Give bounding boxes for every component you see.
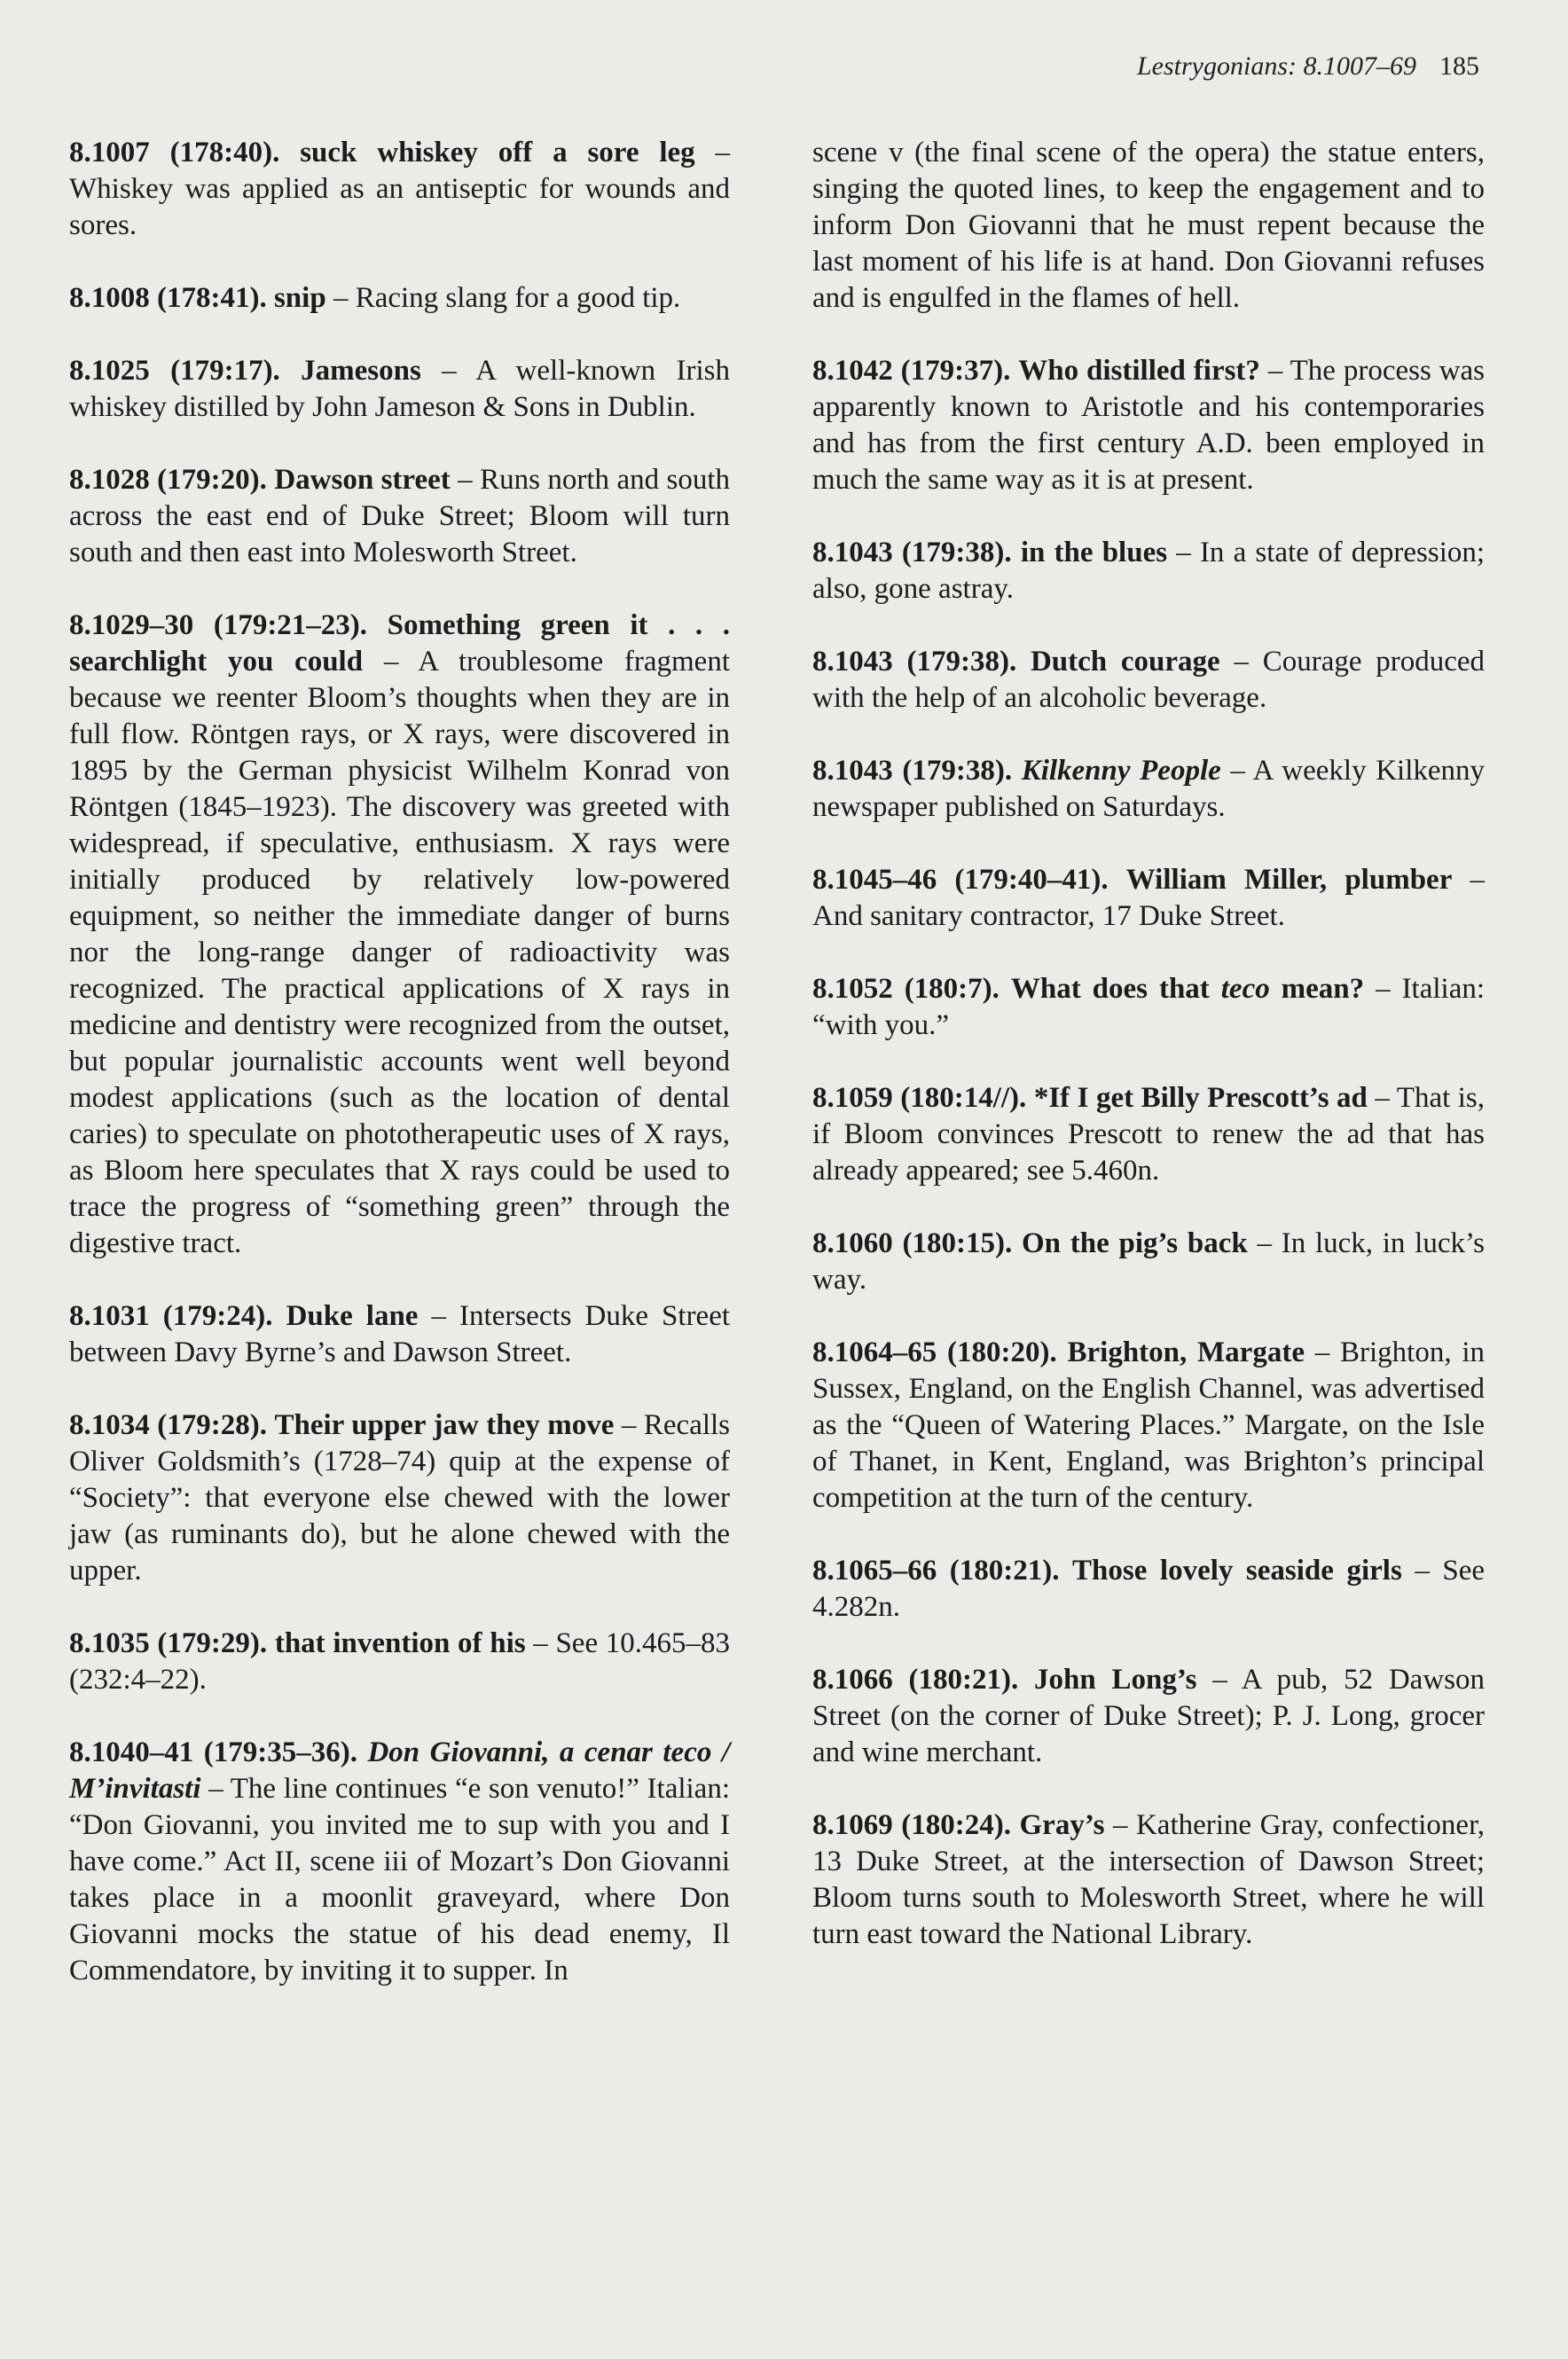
running-head [1137, 51, 1479, 82]
entry-body: Recalls Oliver Goldsmith’s (1728–74) quip at the expense of “Society”: that everyone else chewed with the lower jaw (as ruminants do), but he alone chewed with the upper. [69, 1409, 731, 1587]
entry-body: See 4.282n. [812, 1555, 1486, 1623]
entry-reference: 8.1007 (178:40). [69, 137, 280, 168]
entry-headword: Jamesons [301, 355, 421, 387]
entry-reference: 8.1059 (180:14//). [812, 1082, 1027, 1114]
entry-body: A troublesome fragment because we reenter Bloom’s thoughts when they are in full flow. Röntgen rays, or X rays, were discovered in 1895 by the German physicist Wilhelm Konrad von Röntgen (1845–1923). The discovery was greeted with widespread, if speculative, enthusiasm. X rays were initially produced by relatively low-powered equipment, so neither the immediate danger of burns nor the long-range danger of radioactivity was recognized. The practical applications of X rays in medicine and dentistry were recognized from the outset, but popular journalistic accounts went well beyond modest applications (such as the location of dental caries) to speculate on phototherapeutic uses of X rays, as Bloom here speculates that X rays could be used to trace the progress of “something green” through the digestive tract. [69, 646, 730, 1259]
entry-headword: William Miller, plumber [1125, 864, 1453, 896]
entry-body: See 10.465–83 (232:4–22). [69, 1627, 731, 1696]
entry-headword-italic: teco [1220, 973, 1270, 1005]
entry-body: A weekly Kilkenny newspaper published on Saturdays. [812, 755, 1486, 823]
entry-reference: 8.1008 (178:41). [69, 282, 267, 314]
annotation-entry: 8.1029–30 (179:21–23). Something green it . . . searchlight you could – A troublesome fragment because we reenter Bloom’s thoughts when they are in full flow. Röntgen rays, or X rays, were discovered in 1895 by the German physicist Wilhelm Konrad von Röntgen (1845–1923). The discovery was greeted with widespread, if speculative, enthusiasm. X rays were initially produced by relatively low-powered equipment, so neither the immediate danger of burns nor the long-range danger of radioactivity was recognized. The practical applications of X rays in medicine and dentistry were recognized from the outset, but popular journalistic accounts went well beyond modest applications (such as the location of dental caries) to speculate on phototherapeutic uses of X rays, as Bloom here speculates that X rays could be used to trace the progress of “something green” through the digestive tract. [69, 609, 731, 1259]
entry-headword: John Long’s [1034, 1664, 1197, 1696]
entry-reference: 8.1060 (180:15). [812, 1227, 1013, 1259]
entry-body: Runs north and south across the east end of Duke Street; Bloom will turn south and then east into Molesworth Street. [69, 464, 731, 568]
annotation-entry: 8.1035 (179:29). that invention of his – See 10.465–83 (232:4–22). [69, 1627, 731, 1696]
entry-body: Italian: “with you.” [812, 973, 1486, 1041]
entry-reference: 8.1045–46 (179:40–41). [812, 864, 1109, 896]
entry-reference: 8.1028 (179:20). [69, 464, 267, 496]
entry-body: A pub, 52 Dawson Street (on the corner of Duke Street); P. J. Long, grocer and wine merchant. [812, 1664, 1486, 1768]
entry-headword: snip [273, 282, 326, 314]
entry-body: In luck, in luck’s way. [812, 1227, 1485, 1296]
annotation-entry: 8.1034 (179:28). Their upper jaw they move – Recalls Oliver Goldsmith’s (1728–74) quip at the expense of “Society”: that everyone else chewed with the lower jaw (as ruminants do), but he alone chewed with the upper. [69, 1409, 731, 1587]
entry-headword: Who distilled first? [1018, 355, 1260, 387]
right-column [812, 135, 1485, 1989]
annotation-entry: 8.1059 (180:14//). *If I get Billy Prescott’s ad – That is, if Bloom convinces Prescott to renew the ad that has already appeared; see 5.460n. [812, 1082, 1486, 1187]
entry-reference: 8.1025 (179:17). [69, 355, 280, 387]
entry-headword: in the blues [1020, 537, 1168, 568]
entry-reference: 8.1066 (180:21). [812, 1664, 1019, 1696]
running-head-title: Lestrygonians: 8.1007–69 [1137, 51, 1416, 81]
entry-headword-italic: Don Giovanni, a cenar teco / M’invitasti [69, 1736, 731, 1805]
entry-body: scene v (the final scene of the opera) the statue enters, singing the quoted lines, to keep the engagement and to inform Don Giovanni that he must repent because the last moment of his life is at hand. Don Giovanni refuses and is engulfed in the flames of hell. [812, 137, 1485, 314]
entry-body: The process was apparently known to Aristotle and his contemporaries and has from the first century A.D. been employed in much the same way as it is at present. [812, 355, 1486, 496]
entry-body: In a state of depression; also, gone astray. [812, 537, 1486, 605]
entry-body: Whiskey was applied as an antiseptic for wounds and sores. [69, 173, 730, 241]
page-number: 185 [1439, 51, 1479, 81]
entry-reference: 8.1043 (179:38). [812, 646, 1017, 678]
entry-body: The line continues “e son venuto!” Italian: “Don Giovanni, you invited me to sup with you and I have come.” Act II, scene iii of Mozart’s Don Giovanni takes place in a moonlit graveyard, where Don Giovanni mocks the statue of his dead enemy, Il Commendatore, by inviting it to supper. In [69, 1773, 730, 1987]
entry-reference: 8.1031 (179:24). [69, 1300, 273, 1332]
entry-body: And sanitary contractor, 17 Duke Street. [812, 900, 1285, 932]
annotation-entry: 8.1028 (179:20). Dawson street – Runs north and south across the east end of Duke Street; Bloom will turn south and then east into Molesworth Street. [69, 464, 731, 568]
entry-headword: Dutch courage [1030, 646, 1220, 678]
entry-headword: On the pig’s back [1021, 1227, 1248, 1259]
entry-body: A well-known Irish whiskey distilled by John Jameson & Sons in Dublin. [69, 355, 731, 423]
annotation-entry: 8.1007 (178:40). suck whiskey off a sore leg – Whiskey was applied as an antiseptic for wounds and sores. [69, 137, 731, 241]
entry-reference: 8.1069 (180:24). [812, 1809, 1011, 1841]
entry-reference: 8.1043 (179:38). [812, 755, 1013, 787]
annotation-entry: 8.1025 (179:17). Jamesons – A well-known Irish whiskey distilled by John Jameson & Sons in Dublin. [69, 355, 731, 423]
annotation-entry: 8.1045–46 (179:40–41). William Miller, plumber – And sanitary contractor, 17 Duke Street. [812, 864, 1485, 932]
annotation-entry: 8.1043 (179:38). in the blues – In a state of depression; also, gone astray. [812, 537, 1486, 605]
entry-headword-italic: Kilkenny People [1021, 755, 1221, 787]
annotation-entry: 8.1043 (179:38). Dutch courage – Courage produced with the help of an alcoholic beverage. [812, 646, 1486, 714]
annotation-entry: 8.1065–66 (180:21). Those lovely seaside girls – See 4.282n. [812, 1555, 1486, 1623]
entry-body: Katherine Gray, confectioner, 13 Duke Street, at the intersection of Dawson Street; Bloom turns south to Molesworth Street, where he will turn east toward the National Library. [812, 1809, 1486, 1950]
entry-headword-tail: mean? [1281, 973, 1365, 1005]
entry-body: Courage produced with the help of an alcoholic beverage. [812, 646, 1486, 714]
entry-reference: 8.1043 (179:38). [812, 537, 1012, 568]
entry-headword: Brighton, Margate [1067, 1336, 1305, 1368]
entry-reference: 8.1052 (180:7). [812, 973, 1000, 1005]
entry-headword: that invention of his [274, 1627, 526, 1659]
entry-headword: Their upper jaw they move [274, 1409, 615, 1441]
annotation-entry: 8.1069 (180:24). Gray’s – Katherine Gray, confectioner, 13 Duke Street, at the intersection of Dawson Street; Bloom turns south to Molesworth Street, where he will turn east toward the National Library. [812, 1809, 1486, 1950]
entry-headword: Those lovely seaside girls [1072, 1555, 1402, 1587]
entry-body: Brighton, in Sussex, England, on the English Channel, was advertised as the “Queen of Watering Places.” Margate, on the Isle of Thanet, in Kent, England, was Brighton’s principal competition at the turn of the century. [812, 1336, 1486, 1514]
entry-reference: 8.1035 (179:29). [69, 1627, 268, 1659]
annotation-entry: 8.1008 (178:41). snip – Racing slang for a good tip. [69, 282, 681, 314]
entry-headword: Gray’s [1019, 1809, 1105, 1841]
entry-reference: 8.1042 (179:37). [812, 355, 1011, 387]
entry-headword: Something green it . . . searchlight you could [69, 609, 731, 678]
annotation-entry: 8.1066 (180:21). John Long’s – A pub, 52 Dawson Street (on the corner of Duke Street); P. J. Long, grocer and wine merchant. [812, 1664, 1486, 1768]
annotation-entry: 8.1031 (179:24). Duke lane – Intersects Duke Street between Davy Byrne’s and Dawson Street. [69, 1300, 731, 1368]
entry-headword: Duke lane [286, 1300, 419, 1332]
entry-headword: suck whiskey off a sore leg [300, 137, 695, 168]
annotation-entry: 8.1060 (180:15). On the pig’s back – In luck, in luck’s way. [812, 1227, 1485, 1296]
entry-reference: 8.1064–65 (180:20). [812, 1336, 1057, 1368]
annotation-entry: 8.1052 (180:7). What does that teco mean? – Italian: “with you.” [812, 973, 1486, 1041]
left-column [69, 135, 730, 2026]
annotation-entry: 8.1064–65 (180:20). Brighton, Margate – Brighton, in Sussex, England, on the English Channel, was advertised as the “Queen of Watering Places.” Margate, on the Isle of Thanet, in Kent, England, was Brighton’s principal competition at the turn of the century. [812, 1336, 1486, 1514]
entry-headword: Dawson street [274, 464, 451, 496]
annotation-entry: 8.1042 (179:37). Who distilled first? – The process was apparently known to Aristotle and his contemporaries and has from the first century A.D. been employed in much the same way as it is at present. [812, 355, 1486, 496]
annotation-entry [812, 135, 1485, 317]
entry-reference: 8.1065–66 (180:21). [812, 1555, 1060, 1587]
entry-reference: 8.1040–41 (179:35–36). [69, 1736, 357, 1768]
entry-body: Intersects Duke Street between Davy Byrne’s and Dawson Street. [69, 1300, 731, 1368]
entry-reference: 8.1034 (179:28). [69, 1409, 267, 1441]
annotation-entry: 8.1040–41 (179:35–36). Don Giovanni, a cenar teco / M’invitasti – The line continues “e son venuto!” Italian: “Don Giovanni, you invited me to sup with you and I have come.” Act II, scene iii of Mozart’s Don Giovanni takes place in a moonlit graveyard, where Don Giovanni mocks the statue of his dead enemy, Il Commendatore, by inviting it to supper. In [69, 1736, 731, 1987]
entry-reference: 8.1029–30 (179:21–23). [69, 609, 368, 641]
annotation-entry: 8.1043 (179:38). Kilkenny People – A weekly Kilkenny newspaper published on Saturdays. [812, 755, 1486, 823]
entry-headword: *If I get Billy Prescott’s ad [1033, 1082, 1368, 1114]
entry-headword: What does that [1010, 973, 1210, 1005]
entry-body: That is, if Bloom convinces Prescott to renew the ad that has already appeared; see 5.460n. [812, 1082, 1486, 1187]
entry-body: Racing slang for a good tip. [355, 282, 681, 314]
